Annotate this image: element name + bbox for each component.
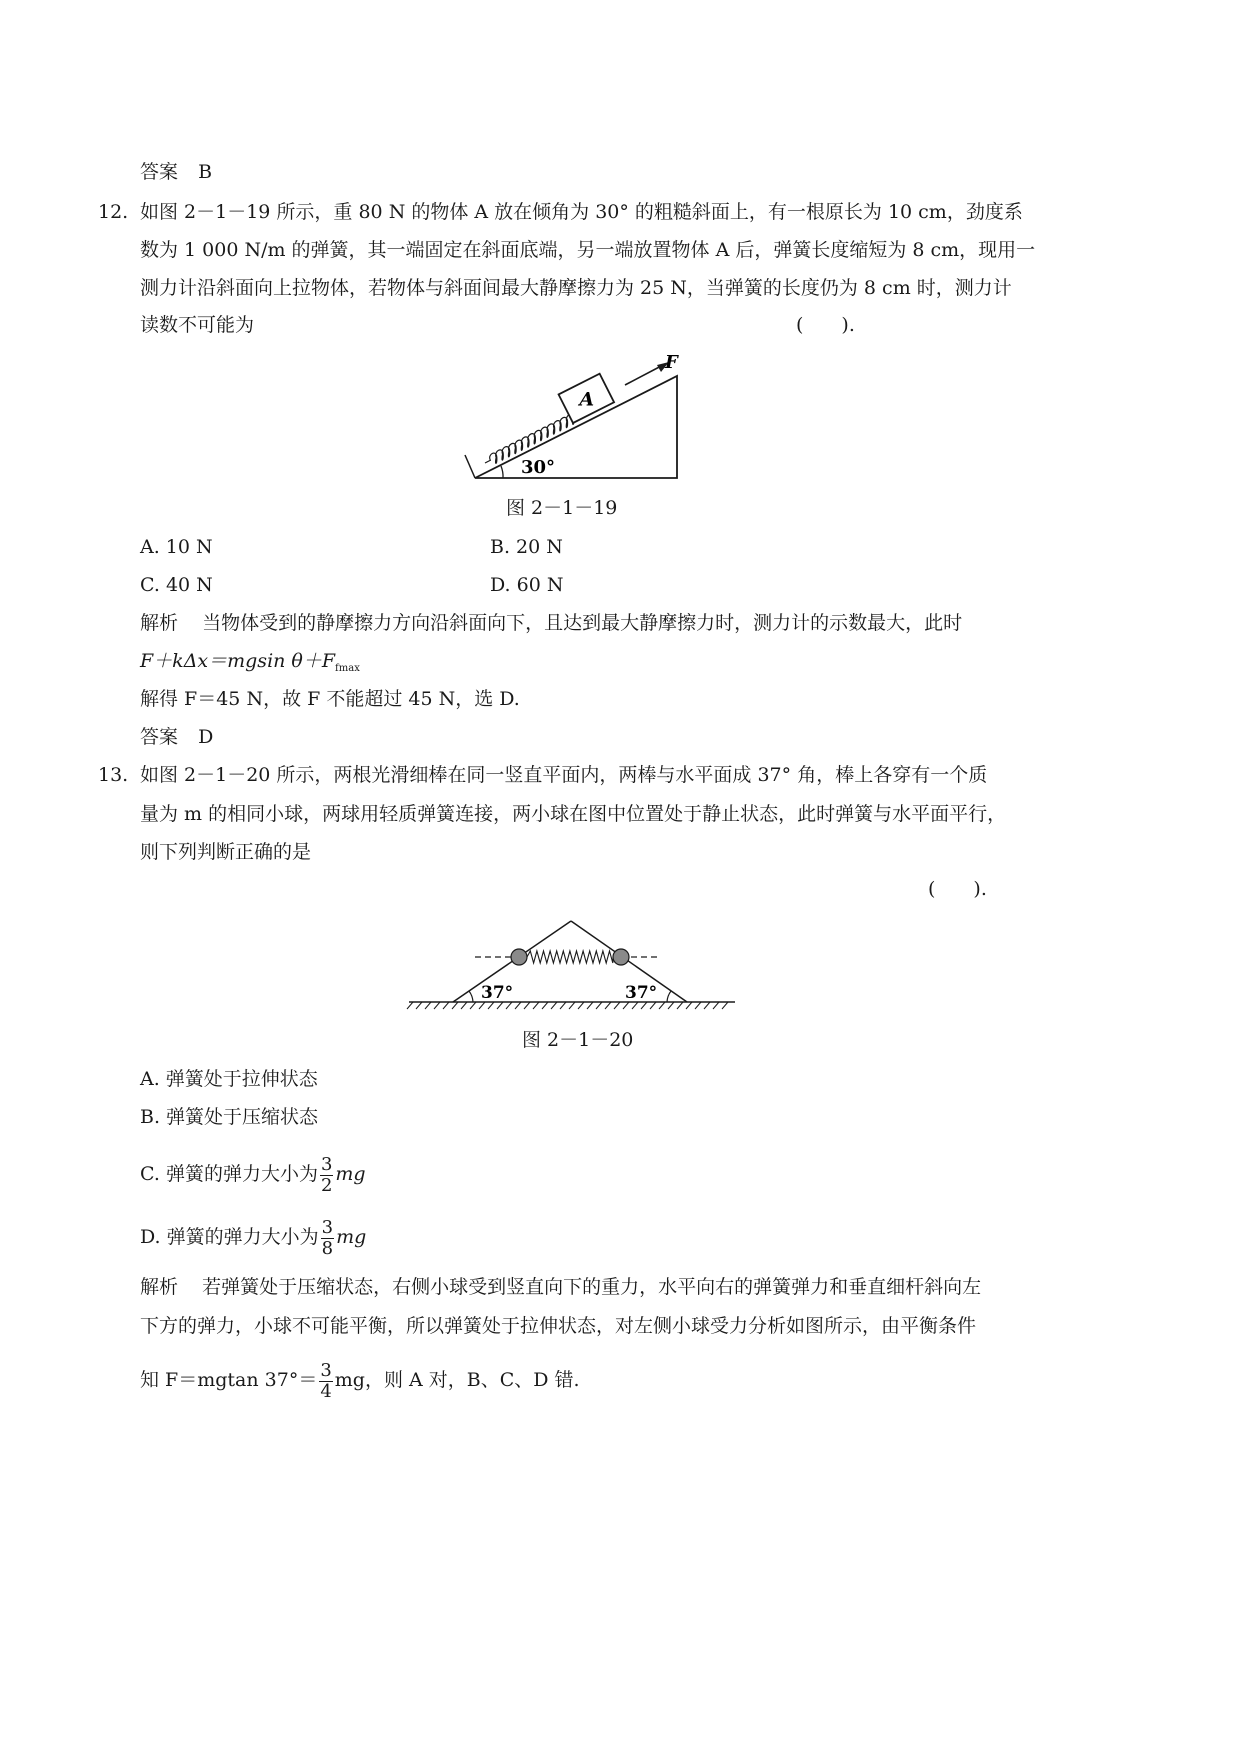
equation-subscript: fmax xyxy=(335,663,360,674)
left-ball xyxy=(511,949,527,965)
q13-figure-rods xyxy=(405,915,740,1015)
equation-main: F＋kΔx＝mgsin θ＋F xyxy=(140,650,336,672)
q12-equation xyxy=(140,649,360,677)
q11-answer xyxy=(140,160,212,184)
numerator: 3 xyxy=(320,1153,333,1175)
answer-label: 答案 xyxy=(140,726,179,748)
q12-answer xyxy=(140,725,213,749)
q13-stem-line-2: 量为 m 的相同小球，两球用轻质弹簧连接，两小球在图中位置处于静止状态，此时弹簧与水平面平行， xyxy=(140,803,1007,825)
analysis-text: 当物体受到的静摩擦力方向沿斜面向下，且达到最大静摩擦力时，测力计的示数最大，此时 xyxy=(202,612,963,634)
analysis-text: mg，则 A 对，B、C、D 错. xyxy=(334,1369,580,1391)
q13-stem-line-3: 则下列判断正确的是 xyxy=(140,841,312,863)
q13-answer-bracket: ( ). xyxy=(928,878,987,900)
q13-analysis-line-1 xyxy=(140,1275,981,1299)
fraction xyxy=(319,1361,332,1402)
denominator: 2 xyxy=(320,1174,333,1196)
denominator: 8 xyxy=(321,1237,334,1259)
analysis-text: 知 F＝mgtan 37°＝ xyxy=(140,1369,318,1391)
block-label: A xyxy=(579,388,595,411)
option-unit: mg xyxy=(335,1163,366,1185)
force-label: F xyxy=(665,352,678,373)
q12-option-c: C. 40 N xyxy=(140,574,213,596)
answer-value: B xyxy=(198,161,213,183)
q12-option-b: B. 20 N xyxy=(490,536,563,558)
left-angle-label: 37° xyxy=(481,983,514,1003)
q12-stem-line-4: 读数不可能为 xyxy=(140,314,255,336)
fraction xyxy=(321,1218,334,1259)
q12-answer-bracket: ( ). xyxy=(796,314,855,336)
answer-label: 答案 xyxy=(140,161,179,183)
numerator: 3 xyxy=(320,1359,332,1381)
block-a xyxy=(559,374,614,423)
q13-option-a: A. 弹簧处于拉伸状态 xyxy=(140,1068,318,1090)
q12-stem-line-1: 如图 2－1－19 所示，重 80 N 的物体 A 放在倾角为 30° 的粗糙斜面上，有一根原长为 10 cm，劲度系 xyxy=(140,201,1023,223)
q12-analysis xyxy=(140,611,962,635)
option-text: D. 弹簧的弹力大小为 xyxy=(140,1226,319,1248)
q13-number: 13. xyxy=(98,764,129,786)
q13-figure-caption: 图 2－1－20 xyxy=(522,1029,634,1051)
q12-option-d: D. 60 N xyxy=(490,574,564,596)
analysis-label: 解析 xyxy=(140,1276,179,1298)
q12-figure-incline xyxy=(455,345,695,485)
numerator: 3 xyxy=(321,1216,334,1238)
q12-stem-line-2: 数为 1 000 N/m 的弹簧，其一端固定在斜面底端，另一端放置物体 A 后，弹簧长度缩短为 8 cm，现用一 xyxy=(140,239,1036,261)
q12-stem-line-3: 测力计沿斜面向上拉物体，若物体与斜面间最大静摩擦力为 25 N，当弹簧的长度仍为 8 cm 时，测力计 xyxy=(140,277,1012,299)
q13-option-c xyxy=(140,1150,366,1198)
right-angle-label: 37° xyxy=(625,983,658,1003)
right-ball xyxy=(613,949,629,965)
analysis-text: 若弹簧处于压缩状态，右侧小球受到竖直向下的重力，水平向右的弹簧弹力和垂直细杆斜向左 xyxy=(202,1276,982,1298)
q13-option-d xyxy=(140,1213,366,1261)
answer-value: D xyxy=(198,726,214,748)
angle-label: 30° xyxy=(521,457,556,478)
denominator: 4 xyxy=(320,1380,332,1402)
option-text: C. 弹簧的弹力大小为 xyxy=(140,1163,318,1185)
q13-stem-line-1: 如图 2－1－20 所示，两根光滑细棒在同一竖直平面内，两棒与水平面成 37° 角，棒上各穿有一个质 xyxy=(140,764,988,786)
q13-analysis-line-3 xyxy=(140,1356,580,1404)
option-unit: mg xyxy=(336,1226,367,1248)
q12-solve: 解得 F＝45 N，故 F 不能超过 45 N，选 D. xyxy=(140,688,520,710)
q13-analysis-line-2: 下方的弹力，小球不可能平衡，所以弹簧处于拉伸状态，对左侧小球受力分析如图所示，由平衡条件 xyxy=(140,1315,977,1337)
q12-figure-caption: 图 2－1－19 xyxy=(506,497,618,519)
fraction xyxy=(320,1155,333,1196)
q13-option-b: B. 弹簧处于压缩状态 xyxy=(140,1106,319,1128)
analysis-label: 解析 xyxy=(140,612,179,634)
spring-icon xyxy=(527,951,613,963)
q12-number: 12. xyxy=(98,201,129,223)
q12-option-a: A. 10 N xyxy=(140,536,213,558)
force-arrow xyxy=(625,362,669,385)
